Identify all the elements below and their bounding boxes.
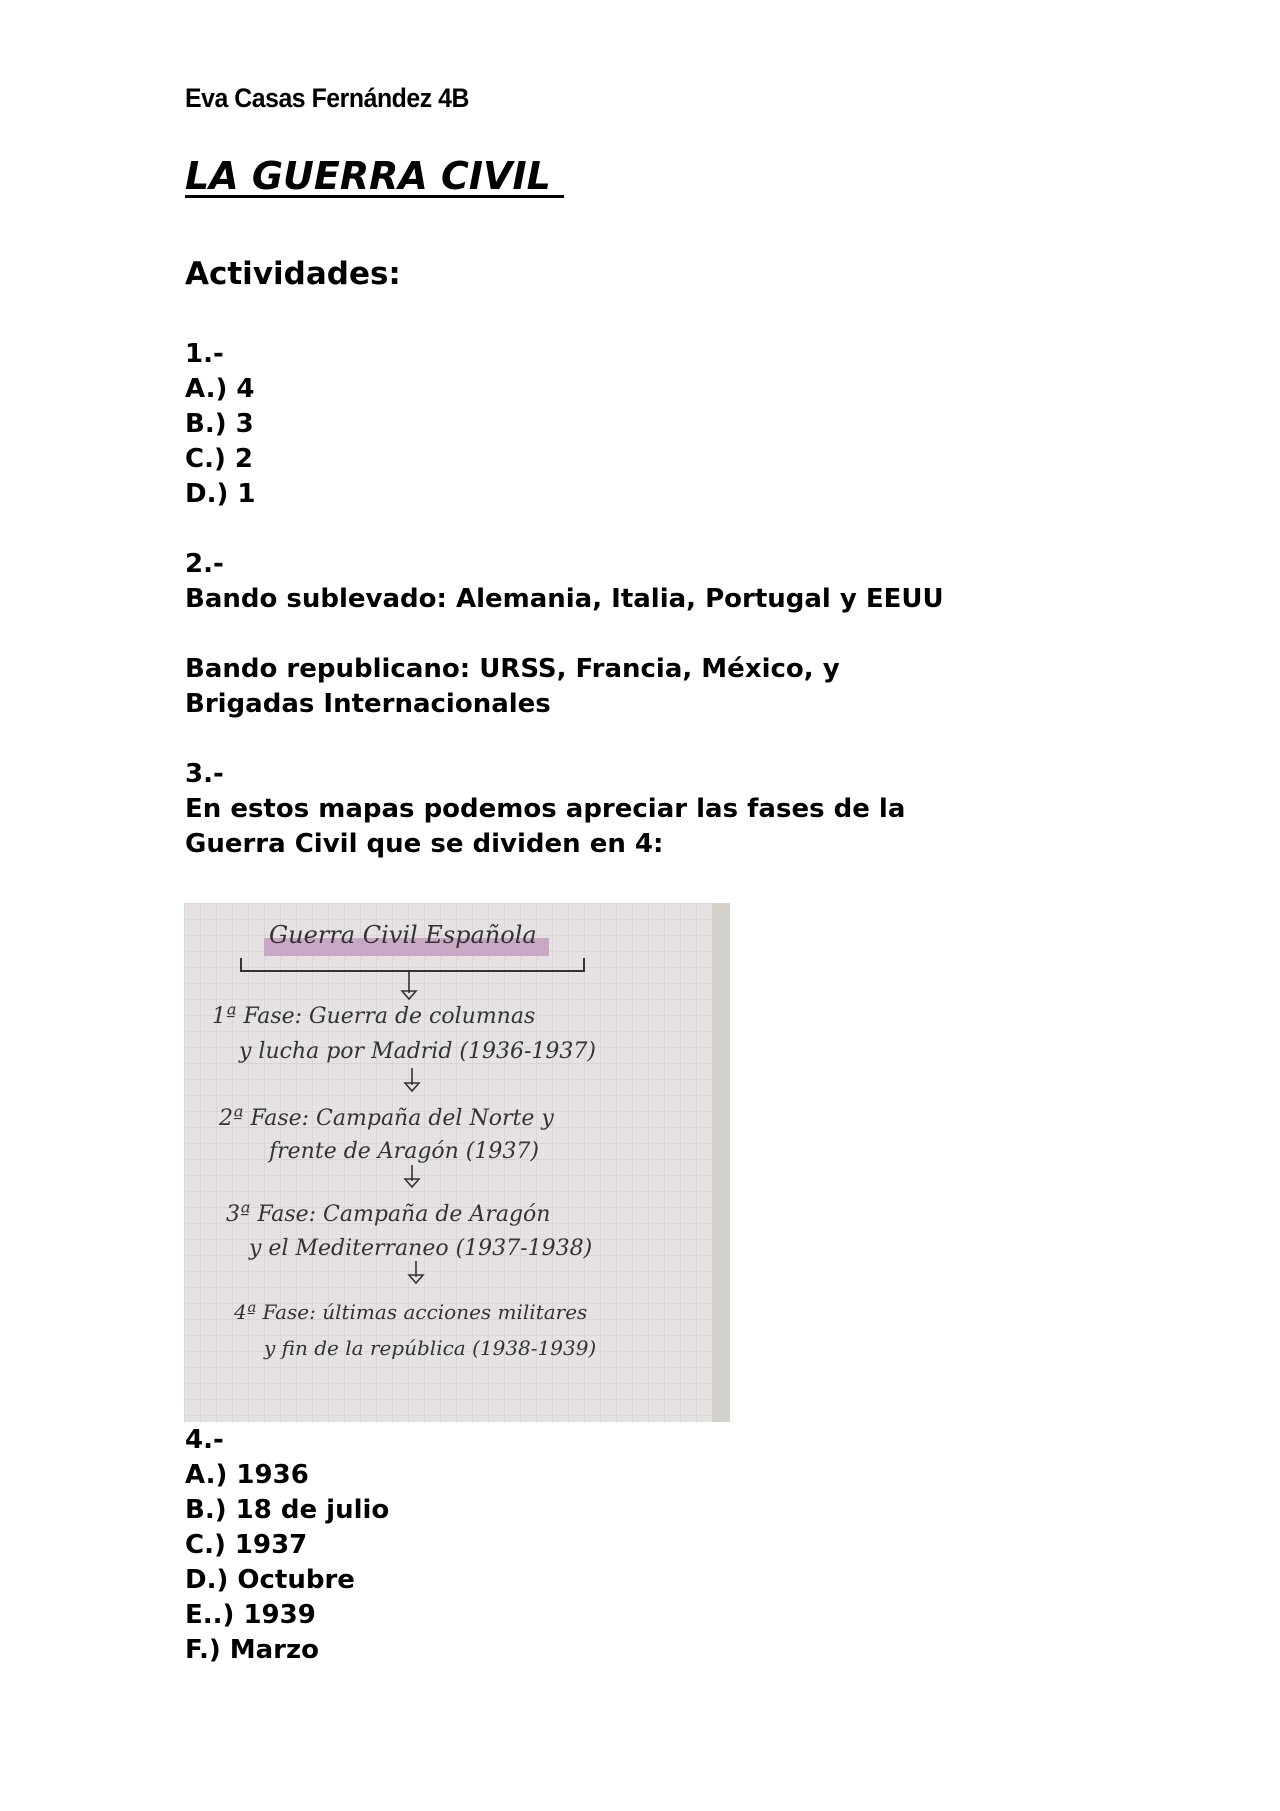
photo-line: 4ª Fase: últimas acciones militares: [234, 1300, 588, 1324]
question-label: 2.-: [185, 549, 224, 579]
answer: A.) 1936: [185, 1460, 309, 1490]
q3-text: Guerra Civil que se dividen en 4:: [185, 829, 664, 859]
answer: F.) Marzo: [185, 1635, 319, 1665]
photo-line: y lucha por Madrid (1936-1937): [239, 1039, 596, 1064]
answer: E..) 1939: [185, 1600, 316, 1630]
question-4: [185, 1423, 389, 1668]
photo-line: frente de Aragón (1937): [269, 1139, 539, 1164]
photo-line: 2ª Fase: Campaña del Norte y: [219, 1106, 554, 1131]
answer: D.) 1: [185, 479, 256, 509]
author-name: Eva Casas Fernández 4B: [185, 83, 469, 113]
photo-line: y el Mediterraneo (1937-1938): [249, 1236, 593, 1261]
answer: C.) 1937: [185, 1530, 308, 1560]
question-label: 4.-: [185, 1425, 224, 1455]
answer: A.) 4: [185, 374, 255, 404]
photo-heading: Guerra Civil Española: [269, 921, 537, 949]
answer: B.) 3: [185, 409, 254, 439]
answer: C.) 2: [185, 444, 253, 474]
bando-republicano: Bando republicano: URSS, Francia, México, y: [185, 654, 840, 684]
bando-sublevado: Bando sublevado: Alemania, Italia, Portugal y EEUU: [185, 584, 944, 614]
answer: D.) Octubre: [185, 1565, 355, 1595]
photo-line: 3ª Fase: Campaña de Aragón: [226, 1202, 551, 1227]
answer: B.) 18 de julio: [185, 1495, 390, 1525]
photo-line: 1ª Fase: Guerra de columnas: [212, 1004, 536, 1029]
page-title: LA GUERRA CIVIL: [185, 154, 565, 198]
question-label: 1.-: [185, 339, 224, 369]
q3-text: En estos mapas podemos apreciar las fases de la: [185, 794, 906, 824]
bando-republicano-cont: Brigadas Internacionales: [185, 689, 551, 719]
question-label: 3.-: [185, 759, 224, 789]
photo-line: y fin de la república (1938-1939): [264, 1336, 597, 1360]
activities-heading: Actividades:: [185, 256, 401, 292]
question-1: [185, 337, 944, 862]
handwritten-notes-photo: [184, 903, 730, 1422]
